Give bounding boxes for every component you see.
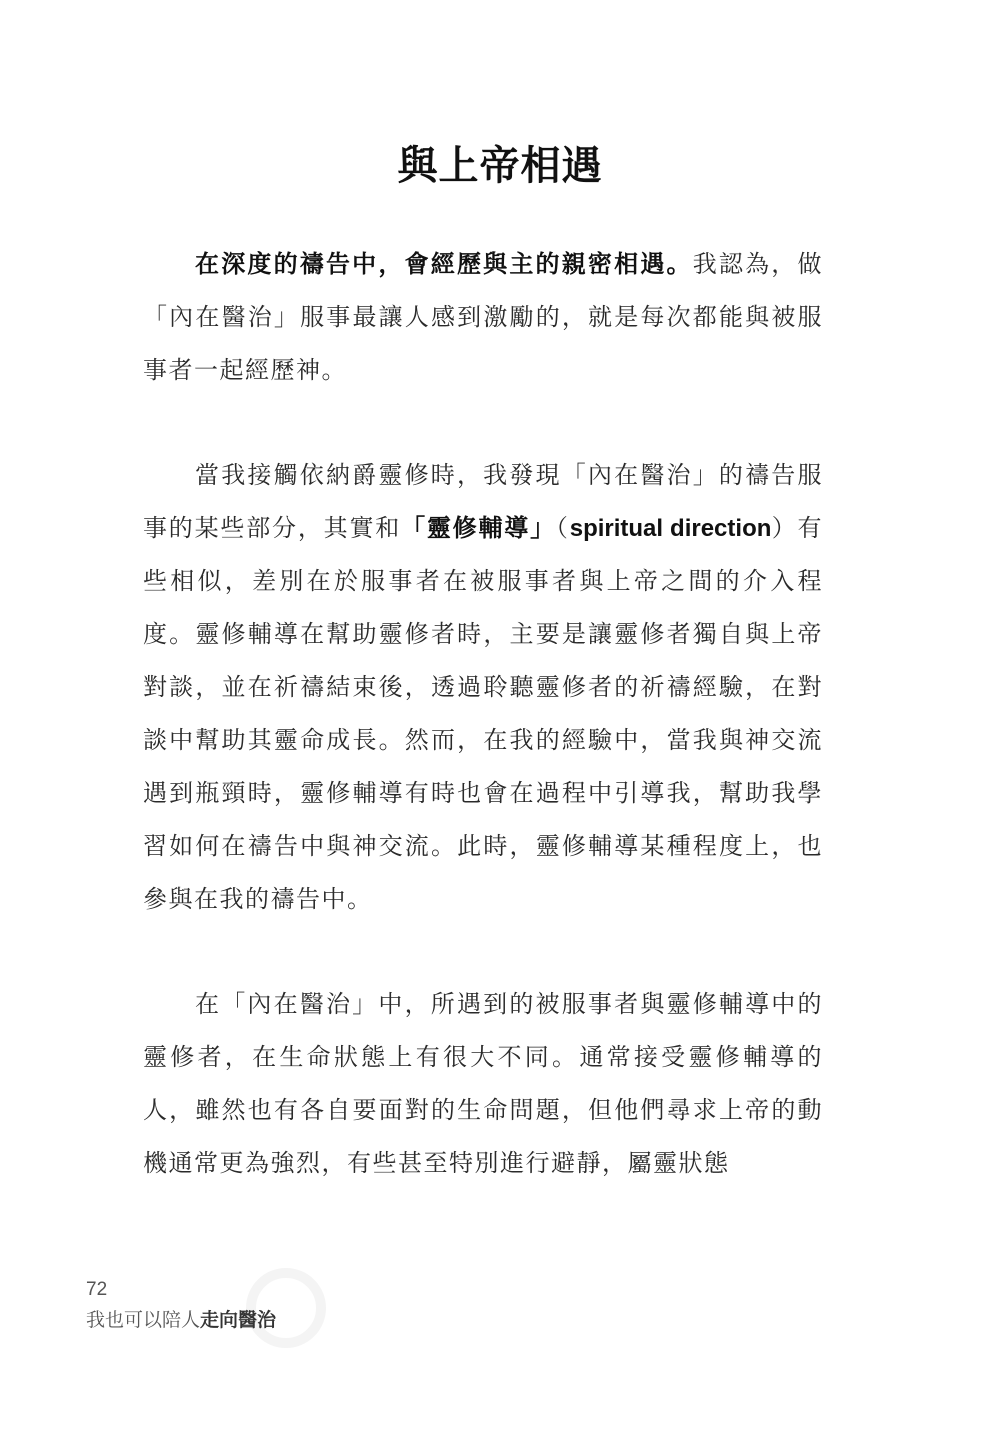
book-title-regular: 我也可以陪人 xyxy=(86,1309,201,1331)
paragraph-2 xyxy=(143,449,823,926)
page-title: 與上帝相遇 xyxy=(397,142,603,189)
term-spiritual-direction-en: spiritual direction xyxy=(569,515,772,542)
running-book-title xyxy=(86,1307,276,1333)
paragraph-2-text-b: ）有些相似，差別在於服事者在被服事者與上帝之間的介入程度。靈修輔導在幫助靈修者時，主要是讓靈修者獨自與上帝對談，並在祈禱結束後，透過聆聽靈修者的祈禱經驗，在對談中幫助其靈命成長。然而，在我的經驗中，當我與神交流遇到瓶頸時，靈修輔導有時也會在過程中引導我，幫助我學習如何在禱告中與神交流。此時，靈修輔導某種程度上，也參與在我的禱告中。 xyxy=(143,514,824,913)
term-spiritual-direction-zh: 「靈修輔導」 xyxy=(401,514,556,542)
paragraph-2-text-a: 當我接觸依納爵靈修時，我發現「內在醫治」的禱告服事的某些部分，其實和 xyxy=(143,461,823,542)
page-number: 72 xyxy=(86,1279,108,1300)
book-title-bold: 走向醫治 xyxy=(200,1309,277,1331)
body-text xyxy=(143,238,823,1242)
paragraph-1 xyxy=(143,238,823,397)
paragraph-3 xyxy=(143,978,823,1190)
paragraph-1-text: 我認為，做「內在醫治」服事最讓人感到激勵的，就是每次都能與被服事者一起經歷神。 xyxy=(143,250,824,384)
lead-sentence: 在深度的禱告中，會經歷與主的親密相遇。 xyxy=(195,250,693,278)
paren-open: （ xyxy=(555,514,570,542)
paragraph-3-text: 在「內在醫治」中，所遇到的被服事者與靈修輔導中的靈修者，在生命狀態上有很大不同。通常接受靈修輔導的人，雖然也有各自要面對的生命問題，但他們尋求上帝的動機通常更為強烈，有些甚至特別進行避靜，屬靈狀態 xyxy=(143,990,823,1177)
